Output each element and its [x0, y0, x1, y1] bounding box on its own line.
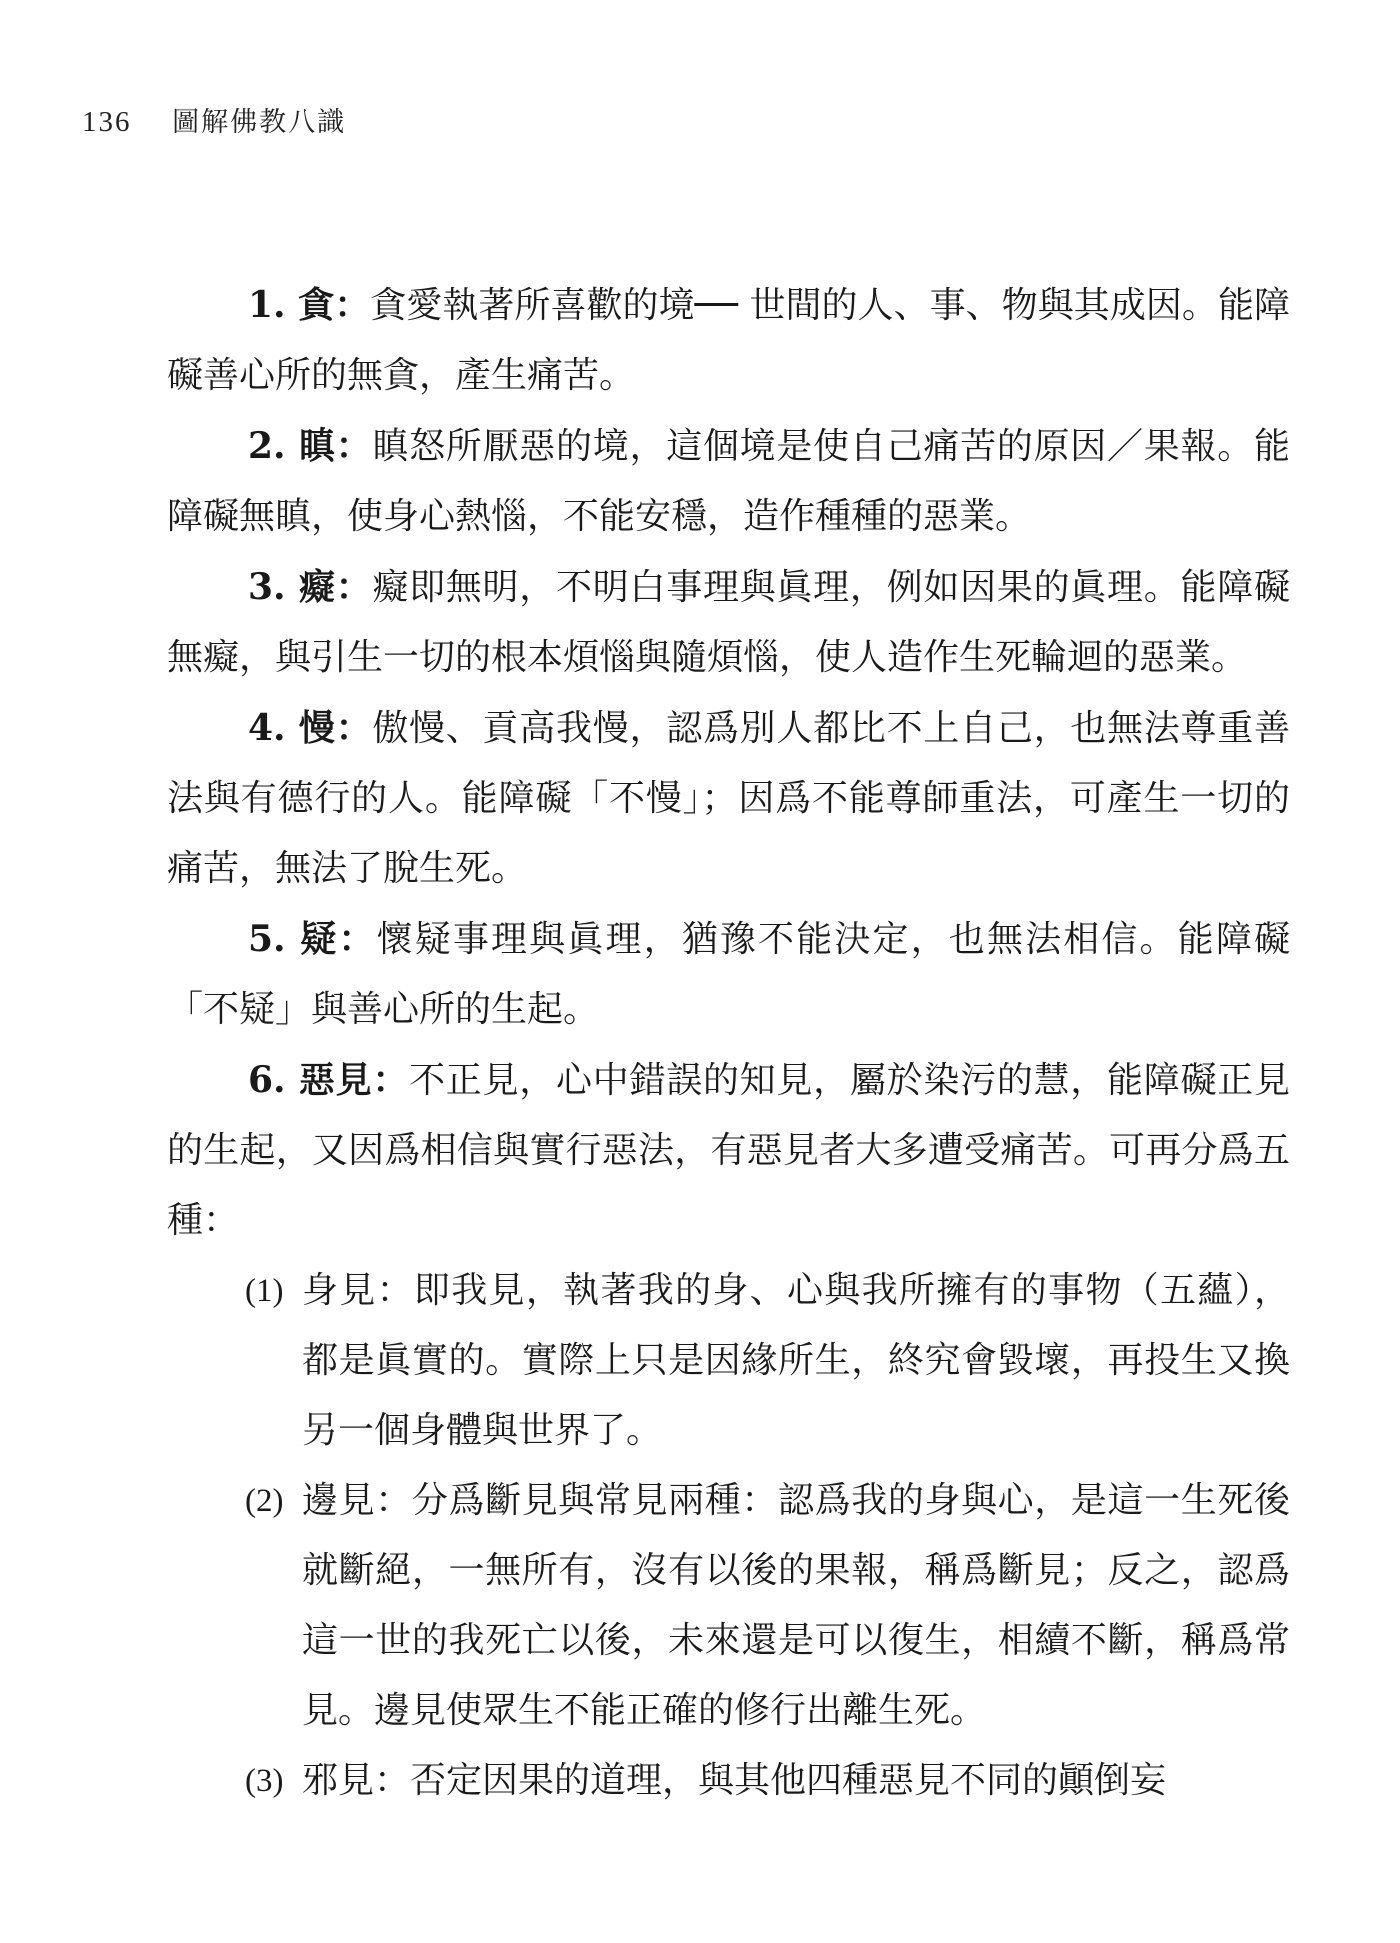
wrong-view-sublist: [167, 1256, 1290, 1816]
paragraph-greed: [167, 270, 1290, 411]
paragraph-wrong-view: [167, 1045, 1290, 1256]
term-label: 3. 癡：: [248, 566, 373, 608]
book-title: 圖解佛教八識: [172, 107, 347, 138]
paragraph-doubt: [167, 904, 1290, 1045]
item-text: 身見：即我見，執著我的身、心與我所擁有的事物（五蘊），都是眞實的。實際上只是因緣所生，終究會毀壞，再投生又換另一個身體與世界了。: [302, 1270, 1290, 1451]
term-definition: 瞋怒所厭惡的境，這個境是使自己痛苦的原因／果報。能障礙無瞋，使身心熱惱，不能安穩，造作種種的惡業。: [167, 426, 1290, 537]
term-definition: 癡即無明，不明白事理與眞理，例如因果的眞理。能障礙無癡，與引生一切的根本煩惱與隨煩惱，使人造作生死輪迴的惡業。: [167, 567, 1290, 678]
term-definition: 傲慢、貢高我慢，認爲別人都比不上自己，也無法尊重善法與有德行的人。能障礙「不慢」；因爲不能尊師重法，可產生一切的痛苦，無法了脫生死。: [167, 708, 1290, 889]
term-label: 1. 貪：: [248, 284, 371, 326]
body-text: [167, 270, 1290, 1816]
paragraph-anger: [167, 411, 1290, 552]
list-item: [245, 1256, 1290, 1466]
term-label: 2. 瞋：: [248, 425, 373, 467]
paragraph-pride: [167, 693, 1290, 904]
item-number: (3): [245, 1763, 284, 1799]
page-number: 136: [82, 106, 132, 138]
item-text: 邊見：分爲斷見與常見兩種：認爲我的身與心，是這一生死後就斷絕，一無所有，沒有以後的果報，稱爲斷見；反之，認爲這一世的我死亡以後，未來還是可以復生，相續不斷，稱爲常見。邊見使眾生不能正確的修行出離生死。: [302, 1480, 1290, 1731]
item-text: 邪見：否定因果的道理，與其他四種惡見不同的顚倒妄: [302, 1760, 1167, 1801]
running-header: [82, 100, 346, 139]
term-label: 4. 慢：: [248, 707, 373, 749]
term-definition: 不正見，心中錯誤的知見，屬於染污的慧，能障礙正見的生起，又因爲相信與實行惡法，有惡見者大多遭受痛苦。可再分爲五種：: [167, 1060, 1290, 1241]
paragraph-ignorance: [167, 552, 1290, 693]
list-item: [245, 1466, 1290, 1746]
list-item: [245, 1746, 1290, 1816]
item-number: (1): [245, 1273, 284, 1309]
term-definition: 貪愛執著所喜歡的境── 世間的人、事、物與其成因。能障礙善心所的無貪，產生痛苦。: [167, 285, 1290, 396]
term-label: 6. 惡見：: [248, 1059, 410, 1101]
term-definition: 懷疑事理與眞理，猶豫不能決定，也無法相信。能障礙「不疑」與善心所的生起。: [167, 919, 1290, 1030]
term-label: 5. 疑：: [248, 918, 377, 960]
item-number: (2): [245, 1483, 284, 1519]
